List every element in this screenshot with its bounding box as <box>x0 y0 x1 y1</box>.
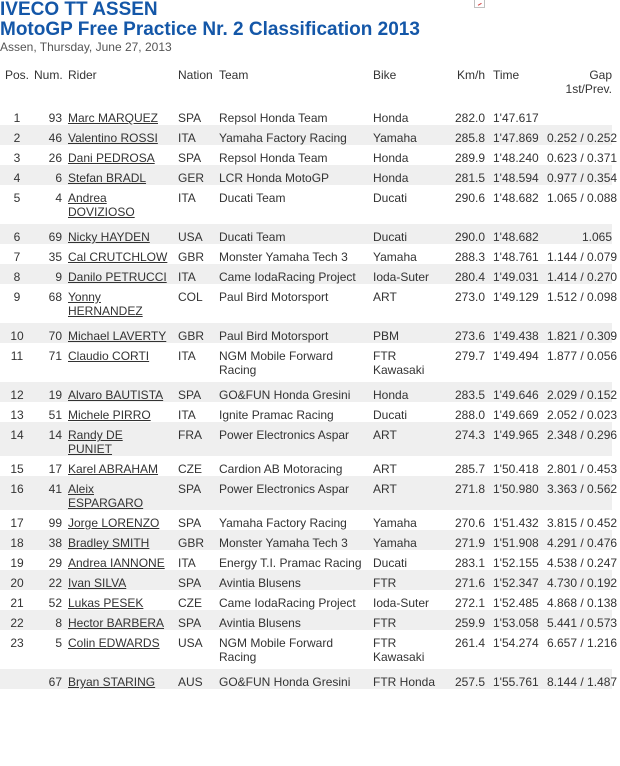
rider-link[interactable]: Andrea IANNONE <box>68 556 165 570</box>
cell-num: 4 <box>55 191 62 205</box>
cell-time: 1'48.682 <box>493 230 539 244</box>
cell-gap: 3.815 / 0.452 <box>547 516 618 530</box>
cell-gap: 2.052 / 0.023 <box>547 408 618 422</box>
table-row <box>0 669 612 689</box>
rider-link[interactable]: Stefan BRADL <box>68 171 147 185</box>
cell-pos: 3 <box>13 151 21 165</box>
col-gap-sub: 1st/Prev. <box>565 82 612 96</box>
col-time: Time <box>493 68 520 82</box>
cell-bike: Yamaha <box>373 536 417 550</box>
cell-bike: Ducati <box>373 191 408 205</box>
table-row <box>0 570 612 590</box>
cell-rider <box>66 105 178 125</box>
table-row <box>0 630 612 669</box>
cell-team: Power Electronics Aspar <box>219 428 350 442</box>
rider-link[interactable]: Michael LAVERTY <box>68 329 167 343</box>
cell-nation: CZE <box>178 462 202 476</box>
cell-kmh: 290.6 <box>454 191 485 205</box>
table-row <box>0 323 612 343</box>
cell-gap <box>547 105 612 125</box>
cell-team: Monster Yamaha Tech 3 <box>219 536 348 550</box>
cell-time: 1'51.908 <box>493 536 539 550</box>
cell-team: Repsol Honda Team <box>219 151 328 165</box>
rider-link[interactable]: Aleix ESPARGARO <box>68 482 144 510</box>
cell-rider <box>66 510 178 530</box>
cell-time: 1'49.669 <box>493 408 539 422</box>
table-row <box>0 125 612 145</box>
rider-link[interactable]: Claudio CORTI <box>68 349 150 363</box>
table-row <box>0 343 612 382</box>
cell-kmh: 259.9 <box>454 616 485 630</box>
cell-rider <box>66 590 178 610</box>
cell-time: 1'49.031 <box>493 270 539 284</box>
table-row <box>0 185 612 224</box>
cell-pos: 17 <box>10 516 24 530</box>
table-row <box>0 382 612 402</box>
cell-num: 38 <box>48 536 62 550</box>
cell-gap: 3.363 / 0.562 <box>547 482 618 496</box>
cell-num: 22 <box>48 576 62 590</box>
cell-pos: 19 <box>10 556 24 570</box>
cell-nation: SPA <box>178 151 202 165</box>
cell-kmh: 285.7 <box>454 462 485 476</box>
table-row <box>0 224 612 244</box>
cell-nation: GBR <box>178 536 205 550</box>
cell-gap: 4.291 / 0.476 <box>547 536 618 550</box>
cell-team: Paul Bird Motorsport <box>219 290 329 304</box>
cell-rider <box>66 165 178 185</box>
cell-rider <box>66 570 178 590</box>
cell-time: 1'51.432 <box>493 516 539 530</box>
cell-kmh: 280.4 <box>454 270 485 284</box>
broken-image-icon <box>474 0 485 8</box>
cell-nation: SPA <box>178 616 202 630</box>
cell-nation: ITA <box>178 131 196 145</box>
cell-gap: 6.657 / 1.216 <box>547 636 618 650</box>
cell-kmh: 285.8 <box>454 131 485 145</box>
cell-time: 1'49.646 <box>493 388 539 402</box>
table-row <box>0 105 612 125</box>
col-gap <box>547 63 612 105</box>
cell-nation: ITA <box>178 191 196 205</box>
cell-rider <box>66 185 178 224</box>
cell-pos: 7 <box>13 250 21 264</box>
cell-rider <box>66 456 178 476</box>
cell-pos: 16 <box>10 482 24 496</box>
rider-link[interactable]: Marc MARQUEZ <box>68 111 158 125</box>
cell-num: 69 <box>48 230 62 244</box>
col-num: Num. <box>34 68 63 82</box>
cell-bike: Ioda-Suter <box>373 596 430 610</box>
cell-team: Monster Yamaha Tech 3 <box>219 250 348 264</box>
rider-link[interactable]: Karel ABRAHAM <box>68 462 159 476</box>
cell-rider <box>66 264 178 284</box>
cell-bike: FTR <box>373 576 397 590</box>
cell-rider <box>66 125 178 145</box>
cell-num: 71 <box>48 349 62 363</box>
cell-kmh: 272.1 <box>454 596 485 610</box>
cell-kmh: 281.5 <box>454 171 485 185</box>
cell-kmh: 271.9 <box>454 536 485 550</box>
cell-team: Came IodaRacing Project <box>219 270 356 284</box>
cell-team: Yamaha Factory Racing <box>219 131 347 145</box>
cell-time: 1'49.494 <box>493 349 539 363</box>
cell-rider <box>66 530 178 550</box>
cell-team: Repsol Honda Team <box>219 111 328 125</box>
cell-team: Energy T.I. Pramac Racing <box>219 556 362 570</box>
table-row <box>0 510 612 530</box>
cell-rider <box>66 669 178 689</box>
cell-num: 26 <box>48 151 62 165</box>
cell-num: 41 <box>48 482 62 496</box>
rider-link[interactable]: Colin EDWARDS <box>68 636 160 650</box>
cell-gap: 5.441 / 0.573 <box>547 616 618 630</box>
cell-kmh: 257.5 <box>454 675 485 689</box>
cell-bike: Ducati <box>373 408 408 422</box>
cell-time: 1'48.240 <box>493 151 539 165</box>
table-row <box>0 456 612 476</box>
cell-team: GO&FUN Honda Gresini <box>219 675 351 689</box>
cell-nation: SPA <box>178 516 202 530</box>
rider-link[interactable]: Ivan SILVA <box>68 576 127 590</box>
cell-num: 99 <box>48 516 62 530</box>
table-row <box>0 244 612 264</box>
rider-link[interactable]: Andrea DOVIZIOSO <box>68 191 135 219</box>
table-row <box>0 422 612 456</box>
cell-team: Cardion AB Motoracing <box>219 462 343 476</box>
cell-nation: SPA <box>178 482 202 496</box>
cell-pos: 4 <box>13 171 21 185</box>
col-bike: Bike <box>373 68 397 82</box>
cell-bike: Ioda-Suter <box>373 270 430 284</box>
cell-kmh: 283.1 <box>454 556 485 570</box>
rider-link[interactable]: Michele PIRRO <box>68 408 151 422</box>
cell-bike: Ducati <box>373 556 408 570</box>
cell-rider <box>66 145 178 165</box>
col-team: Team <box>219 68 249 82</box>
event-title: IVECO TT ASSEN <box>0 0 158 20</box>
cell-gap: 1.414 / 0.270 <box>547 270 618 284</box>
cell-num: 67 <box>48 675 62 689</box>
cell-pos: 18 <box>10 536 24 550</box>
cell-bike: Honda <box>373 151 409 165</box>
table-row <box>0 165 612 185</box>
cell-kmh: 288.0 <box>454 408 485 422</box>
cell-nation: SPA <box>178 576 202 590</box>
cell-gap: 1.512 / 0.098 <box>547 290 618 304</box>
col-rider: Rider <box>68 68 97 82</box>
cell-gap: 2.801 / 0.453 <box>547 462 618 476</box>
cell-nation: GBR <box>178 329 205 343</box>
rider-link[interactable]: Randy DE PUNIET <box>68 428 123 456</box>
cell-time: 1'54.274 <box>493 636 539 650</box>
cell-kmh: 274.3 <box>454 428 485 442</box>
cell-time: 1'52.485 <box>493 596 539 610</box>
cell-rider <box>66 323 178 343</box>
cell-pos: 11 <box>10 349 24 363</box>
cell-pos: 1 <box>13 111 21 125</box>
cell-bike: Yamaha <box>373 131 417 145</box>
cell-bike: Yamaha <box>373 516 417 530</box>
cell-pos: 2 <box>13 131 21 145</box>
cell-kmh: 270.6 <box>454 516 485 530</box>
cell-num: 9 <box>55 270 62 284</box>
classification-table <box>0 63 618 689</box>
cell-gap: 0.623 / 0.371 <box>547 151 618 165</box>
cell-rider <box>66 476 178 510</box>
cell-bike: PBM <box>373 329 400 343</box>
cell-pos: 13 <box>10 408 24 422</box>
cell-nation: SPA <box>178 111 202 125</box>
rider-link[interactable]: Hector BARBERA <box>68 616 165 630</box>
cell-team: NGM Mobile Forward Racing <box>219 349 334 377</box>
cell-gap: 1.065 <box>581 230 612 244</box>
cell-kmh: 273.6 <box>454 329 485 343</box>
cell-nation: AUS <box>178 675 203 689</box>
table-header-row <box>0 63 612 105</box>
rider-link[interactable]: Cal CRUTCHLOW <box>68 250 168 264</box>
cell-rider <box>66 610 178 630</box>
cell-gap: 4.730 / 0.192 <box>547 576 618 590</box>
table-row <box>0 610 612 630</box>
cell-num: 93 <box>48 111 62 125</box>
cell-team: Avintia Blusens <box>219 576 301 590</box>
rider-link[interactable]: Jorge LORENZO <box>68 516 160 530</box>
cell-gap: 0.977 / 0.354 <box>547 171 618 185</box>
cell-nation: COL <box>178 290 203 304</box>
cell-gap: 2.029 / 0.152 <box>547 388 618 402</box>
cell-num: 70 <box>48 329 62 343</box>
cell-pos: 23 <box>10 636 24 650</box>
cell-bike: Yamaha <box>373 250 417 264</box>
cell-gap: 0.252 / 0.252 <box>547 131 618 145</box>
cell-time: 1'52.155 <box>493 556 539 570</box>
cell-kmh: 289.9 <box>454 151 485 165</box>
cell-bike: Ducati <box>373 230 408 244</box>
cell-nation: USA <box>178 230 203 244</box>
cell-team: Paul Bird Motorsport <box>219 329 329 343</box>
rider-link[interactable]: Bryan STARING <box>68 675 156 689</box>
cell-bike: ART <box>373 482 397 496</box>
rider-link[interactable]: Dani PEDROSA <box>68 151 155 165</box>
session-title: MotoGP Free Practice Nr. 2 Classification 2013 <box>0 19 420 40</box>
cell-bike: Honda <box>373 111 409 125</box>
cell-num: 17 <box>48 462 62 476</box>
rider-link[interactable]: Alvaro BAUTISTA <box>68 388 164 402</box>
cell-rider <box>66 422 178 456</box>
cell-pos <box>0 669 34 689</box>
cell-num: 8 <box>55 616 62 630</box>
table-row <box>0 145 612 165</box>
cell-bike: FTR Honda <box>373 675 436 689</box>
cell-team: Ignite Pramac Racing <box>219 408 334 422</box>
table-row <box>0 264 612 284</box>
table-row <box>0 550 612 570</box>
cell-time: 1'49.438 <box>493 329 539 343</box>
cell-nation: FRA <box>178 428 202 442</box>
cell-bike: ART <box>373 290 397 304</box>
cell-num: 35 <box>48 250 62 264</box>
cell-team: GO&FUN Honda Gresini <box>219 388 351 402</box>
cell-rider <box>66 284 178 323</box>
cell-time: 1'47.617 <box>493 111 539 125</box>
cell-nation: SPA <box>178 388 202 402</box>
cell-pos: 20 <box>10 576 24 590</box>
rider-link[interactable]: Danilo PETRUCCI <box>68 270 167 284</box>
cell-num: 46 <box>48 131 62 145</box>
cell-num: 19 <box>48 388 62 402</box>
cell-nation: GER <box>178 171 205 185</box>
cell-team: Came IodaRacing Project <box>219 596 356 610</box>
cell-time: 1'52.347 <box>493 576 539 590</box>
rider-link[interactable]: Nicky HAYDEN <box>68 230 150 244</box>
cell-time: 1'48.682 <box>493 191 539 205</box>
cell-time: 1'50.418 <box>493 462 539 476</box>
cell-bike: FTR <box>373 616 397 630</box>
cell-num: 51 <box>48 408 62 422</box>
cell-pos: 10 <box>10 329 24 343</box>
cell-num: 6 <box>55 171 62 185</box>
cell-time: 1'50.980 <box>493 482 539 496</box>
col-pos: Pos. <box>4 68 29 82</box>
cell-pos: 15 <box>10 462 24 476</box>
cell-nation: ITA <box>178 270 196 284</box>
cell-bike: Honda <box>373 171 409 185</box>
cell-rider <box>66 550 178 570</box>
cell-num: 29 <box>48 556 62 570</box>
cell-pos: 5 <box>13 191 21 205</box>
cell-time: 1'53.058 <box>493 616 539 630</box>
cell-rider <box>66 343 178 382</box>
cell-kmh: 271.8 <box>454 482 485 496</box>
cell-gap: 1.144 / 0.079 <box>547 250 618 264</box>
cell-bike: ART <box>373 428 397 442</box>
cell-pos: 9 <box>13 290 21 304</box>
cell-time: 1'49.965 <box>493 428 539 442</box>
cell-rider <box>66 402 178 422</box>
cell-kmh: 290.0 <box>454 230 485 244</box>
rider-link[interactable]: Bradley SMITH <box>68 536 150 550</box>
rider-link[interactable]: Yonny HERNANDEZ <box>68 290 143 318</box>
cell-gap: 2.348 / 0.296 <box>547 428 618 442</box>
cell-bike: FTR Kawasaki <box>373 636 425 664</box>
cell-kmh: 271.6 <box>454 576 485 590</box>
table-row <box>0 590 612 610</box>
place-date: Assen, Thursday, June 27, 2013 <box>0 40 172 54</box>
cell-kmh: 282.0 <box>454 111 485 125</box>
cell-pos: 21 <box>10 596 24 610</box>
cell-team: Ducati Team <box>219 230 286 244</box>
cell-pos: 6 <box>13 230 21 244</box>
cell-rider <box>66 244 178 264</box>
table-row <box>0 402 612 422</box>
cell-bike: FTR Kawasaki <box>373 349 425 377</box>
cell-pos: 14 <box>10 428 24 442</box>
cell-team: LCR Honda MotoGP <box>219 171 330 185</box>
cell-nation: CZE <box>178 596 202 610</box>
cell-gap: 4.868 / 0.138 <box>547 596 618 610</box>
cell-num: 52 <box>48 596 62 610</box>
cell-kmh: 288.3 <box>454 250 485 264</box>
cell-rider <box>66 224 178 244</box>
cell-nation: ITA <box>178 556 196 570</box>
col-kmh: Km/h <box>456 68 485 82</box>
cell-team: Ducati Team <box>219 191 286 205</box>
cell-kmh: 261.4 <box>454 636 485 650</box>
cell-num: 5 <box>55 636 62 650</box>
table-row <box>0 284 612 323</box>
cell-team: Avintia Blusens <box>219 616 301 630</box>
cell-time: 1'48.761 <box>493 250 539 264</box>
cell-rider <box>66 382 178 402</box>
cell-gap: 4.538 / 0.247 <box>547 556 618 570</box>
cell-gap: 1.065 / 0.088 <box>547 191 618 205</box>
cell-bike: Honda <box>373 388 409 402</box>
cell-nation: ITA <box>178 349 196 363</box>
cell-team: NGM Mobile Forward Racing <box>219 636 334 664</box>
cell-team: Yamaha Factory Racing <box>219 516 347 530</box>
rider-link[interactable]: Lukas PESEK <box>68 596 144 610</box>
cell-pos: 12 <box>10 388 24 402</box>
cell-kmh: 273.0 <box>454 290 485 304</box>
cell-pos: 8 <box>13 270 21 284</box>
cell-nation: USA <box>178 636 203 650</box>
cell-gap: 1.821 / 0.309 <box>547 329 618 343</box>
cell-time: 1'48.594 <box>493 171 539 185</box>
rider-link[interactable]: Valentino ROSSI <box>68 131 158 145</box>
cell-time: 1'47.869 <box>493 131 539 145</box>
col-nation: Nation <box>178 68 213 82</box>
cell-nation: GBR <box>178 250 205 264</box>
cell-num: 68 <box>48 290 62 304</box>
table-row <box>0 476 612 510</box>
cell-kmh: 279.7 <box>454 349 485 363</box>
cell-num: 14 <box>48 428 62 442</box>
cell-gap: 8.144 / 1.487 <box>547 675 618 689</box>
col-gap-label: Gap <box>589 68 612 82</box>
table-row <box>0 530 612 550</box>
cell-time: 1'55.761 <box>493 675 539 689</box>
cell-time: 1'49.129 <box>493 290 539 304</box>
cell-rider <box>66 630 178 669</box>
cell-bike: ART <box>373 462 397 476</box>
cell-kmh: 283.5 <box>454 388 485 402</box>
cell-pos: 22 <box>10 616 24 630</box>
cell-nation: ITA <box>178 408 196 422</box>
cell-team: Power Electronics Aspar <box>219 482 350 496</box>
cell-gap: 1.877 / 0.056 <box>547 349 618 363</box>
